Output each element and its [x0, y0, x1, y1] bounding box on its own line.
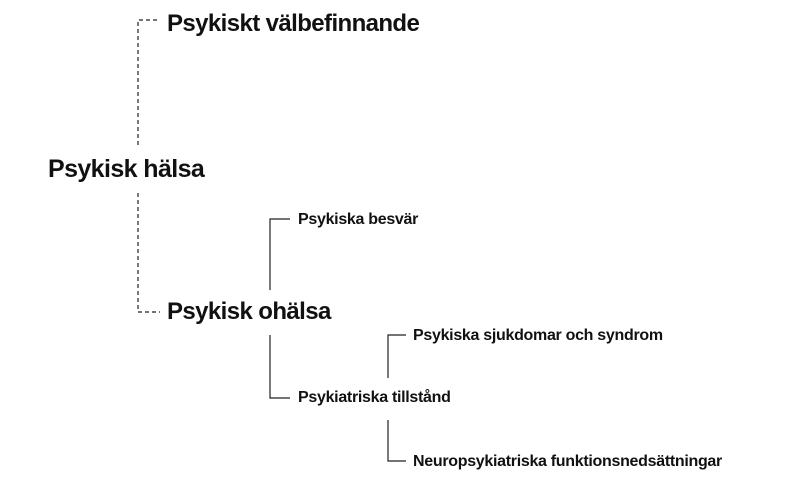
connector-ohalsa-to-tillstand	[270, 335, 290, 398]
connector-root-to-ohalsa	[138, 193, 160, 312]
node-psykisk-ohalsa: Psykisk ohälsa	[167, 298, 331, 325]
connector-tillstand-to-neuropsyk	[388, 420, 406, 461]
connector-ohalsa-to-besvar	[270, 219, 290, 290]
node-psykiska-besvar: Psykiska besvär	[298, 211, 419, 228]
node-psykiatriska-tillstand: Psykiatriska tillstånd	[298, 389, 451, 406]
node-psykisk-halsa-root: Psykisk hälsa	[48, 155, 205, 183]
node-neuropsykiatriska-funktionsnedsattningar: Neuropsykiatriska funktionsnedsättningar	[413, 453, 722, 470]
node-psykiskt-valbefinnande: Psykiskt välbefinnande	[167, 10, 420, 37]
connector-tillstand-to-sjukdomar	[388, 335, 406, 378]
connector-root-to-valbefinnande	[138, 20, 160, 145]
node-psykiska-sjukdomar-och-syndrom: Psykiska sjukdomar och syndrom	[413, 327, 663, 344]
